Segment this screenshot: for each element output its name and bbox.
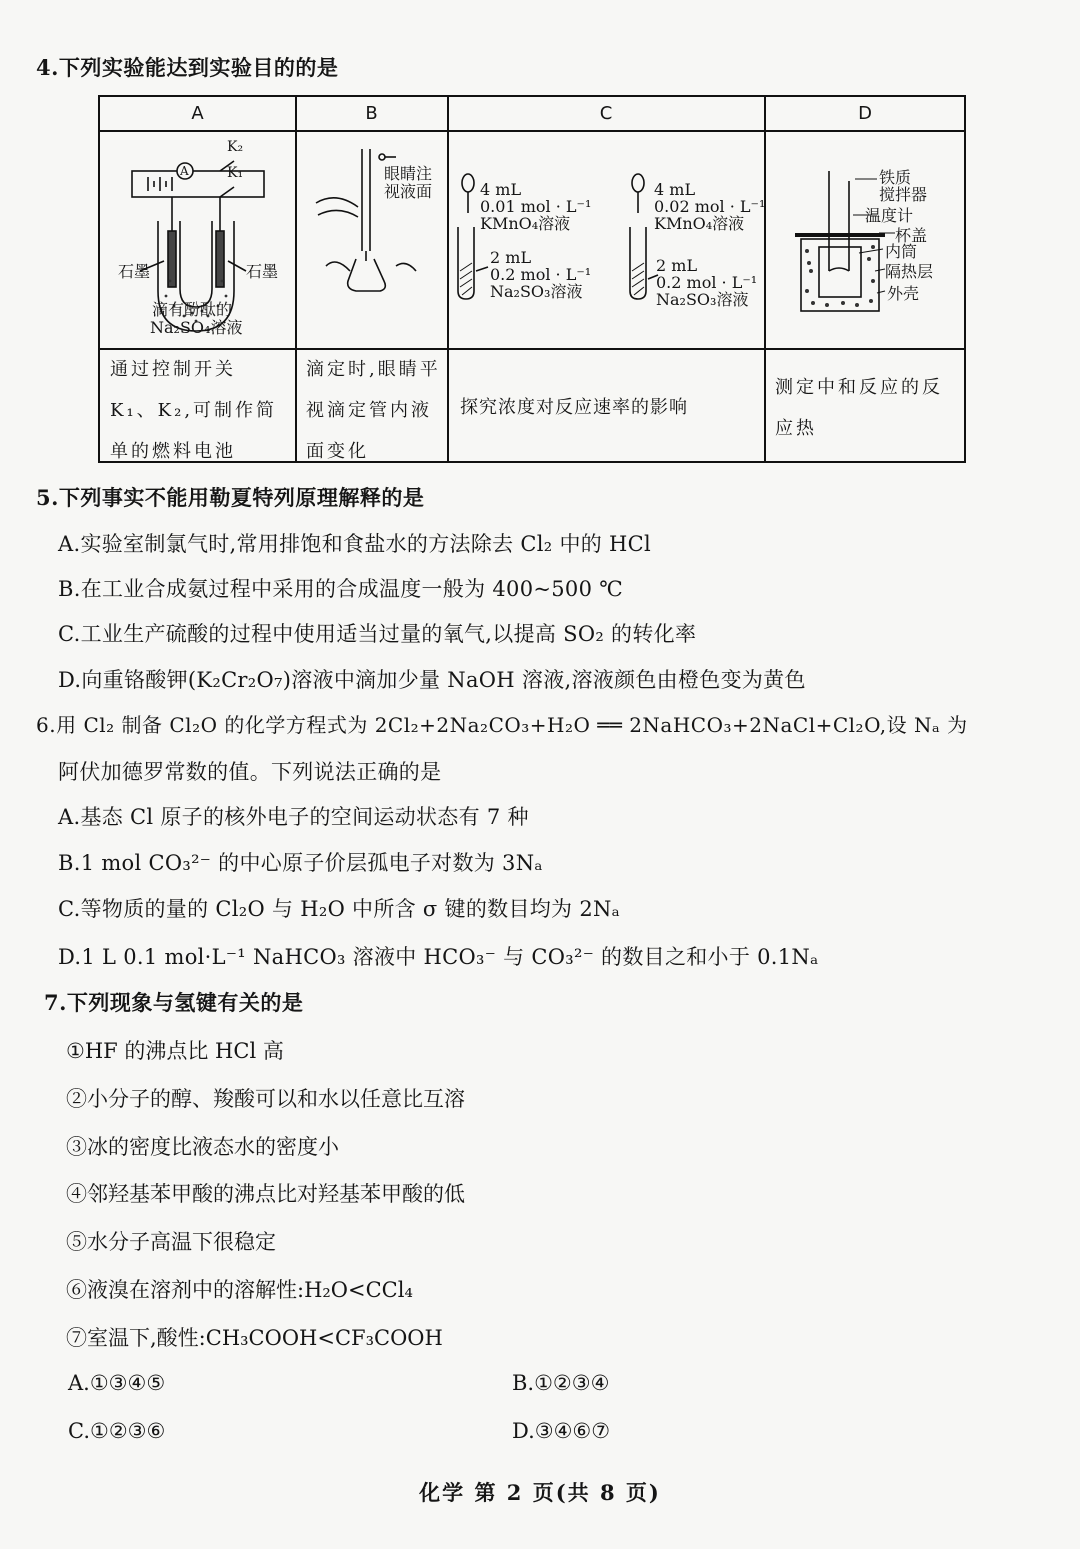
question-7-item-1: ①HF 的沸点比 HCl 高: [66, 1039, 284, 1063]
figure-d-calorimeter: [765, 131, 965, 348]
solution-label-line2: Na₂SO₄溶液: [150, 318, 243, 337]
experiment-table: [98, 95, 966, 463]
left-tube-volume: 2 mL: [490, 248, 532, 267]
page-footer: 化学 第 2 页(共 8 页): [419, 1480, 661, 1505]
right-dropper-volume: 4 mL: [654, 180, 696, 199]
ammeter-label: A: [180, 164, 189, 178]
outer-shell-label: 外壳: [887, 284, 920, 303]
question-5-option-a: A.实验室制氯气时,常用排饱和食盐水的方法除去 Cl₂ 中的 HCl: [58, 532, 652, 556]
question-7-title: 7.下列现象与氢键有关的是: [44, 990, 304, 1015]
question-5-option-b: B.在工业合成氨过程中采用的合成温度一般为 400~500 ℃: [58, 577, 624, 601]
header-c: C: [599, 103, 613, 124]
figure-a-fuel-cell: [100, 131, 295, 348]
question-7-item-6: ⑥液溴在溶剂中的溶解性:H₂O<CCl₄: [66, 1278, 413, 1302]
right-tube-conc: 0.2 mol · L⁻¹: [656, 273, 758, 292]
question-7-item-5: ⑤水分子高温下很稳定: [66, 1230, 276, 1254]
question-7-item-3: ③冰的密度比液态水的密度小: [66, 1135, 339, 1159]
right-tube-reagent: Na₂SO₃溶液: [656, 290, 749, 309]
graphite-left-label: 石墨: [118, 262, 151, 281]
inner-cup-label: 内筒: [885, 242, 918, 261]
graphite-right-label: 石墨: [246, 262, 279, 281]
eye-label-line1: 眼睛注: [384, 164, 433, 183]
question-7-option-c: C.①②③⑥: [68, 1419, 166, 1443]
droppers-test-tubes-icon: [448, 131, 764, 348]
question-6-option-d: D.1 L 0.1 mol·L⁻¹ NaHCO₃ 溶液中 HCO₃⁻ 与 CO₃²⁻ 的数目之和小于 0.1Nₐ: [58, 945, 819, 969]
question-5-title: 5.下列事实不能用勒夏特列原理解释的是: [36, 485, 425, 510]
question-7-option-b: B.①②③④: [512, 1371, 610, 1395]
option-b-description: 滴定时,眼睛平视滴定管内液面变化: [306, 359, 441, 462]
question-7-item-2: ②小分子的醇、羧酸可以和水以任意比互溶: [66, 1087, 465, 1111]
option-d-description: 测定中和反应的反应热: [775, 377, 943, 439]
switch-k2-label: K₂: [227, 139, 244, 155]
header-d: D: [858, 103, 872, 124]
left-tube-conc: 0.2 mol · L⁻¹: [490, 265, 592, 284]
question-6-title: 6.用 Cl₂ 制备 Cl₂O 的化学方程式为 2Cl₂+2Na₂CO₃+H₂O ══ 2NaHCO₃+2NaCl+Cl₂O,设 Nₐ 为: [36, 713, 968, 737]
stirrer-label-line1: 铁质: [879, 168, 912, 187]
question-6-option-b: B.1 mol CO₃²⁻ 的中心原子价层孤电子对数为 3Nₐ: [58, 851, 543, 875]
question-6-option-a: A.基态 Cl 原子的核外电子的空间运动状态有 7 种: [58, 805, 529, 829]
switch-k1-label: K₁: [227, 165, 244, 181]
option-c-description: 探究浓度对反应速率的影响: [460, 397, 688, 418]
right-tube-volume: 2 mL: [656, 256, 698, 275]
insulation-label: 隔热层: [885, 262, 934, 281]
solution-label-line1: 滴有酚酞的: [152, 300, 233, 319]
question-6-option-c: C.等物质的量的 Cl₂O 与 H₂O 中所含 σ 键的数目均为 2Nₐ: [58, 897, 621, 921]
calorimeter-icon: [765, 131, 965, 348]
right-dropper-reagent: KMnO₄溶液: [654, 214, 745, 233]
header-b: B: [365, 103, 378, 124]
question-5-option-d: D.向重铬酸钾(K₂Cr₂O₇)溶液中滴加少量 NaOH 溶液,溶液颜色由橙色变为黄色: [58, 668, 806, 692]
question-7-item-7: ⑦室温下,酸性:CH₃COOH<CF₃COOH: [66, 1326, 443, 1350]
figure-c-test-tubes: [448, 131, 764, 348]
stirrer-label-line2: 搅拌器: [879, 185, 928, 204]
question-7-item-4: ④邻羟基苯甲酸的沸点比对羟基苯甲酸的低: [66, 1182, 465, 1206]
left-dropper-conc: 0.01 mol · L⁻¹: [480, 197, 592, 216]
option-a-description: 通过控制开关 K₁、K₂,可制作简单的燃料电池: [110, 359, 278, 462]
thermometer-label: 温度计: [865, 206, 914, 225]
question-4-title: 4.下列实验能达到实验目的的是: [36, 55, 339, 80]
question-6-title-continued: 阿伏加德罗常数的值。下列说法正确的是: [58, 760, 442, 784]
question-7-option-d: D.③④⑥⑦: [512, 1419, 611, 1443]
question-7-option-a: A.①③④⑤: [68, 1371, 166, 1395]
left-dropper-volume: 4 mL: [480, 180, 522, 199]
right-dropper-conc: 0.02 mol · L⁻¹: [654, 197, 766, 216]
figure-b-titration: [296, 131, 447, 348]
header-a: A: [191, 103, 204, 124]
lid-label: 杯盖: [895, 226, 928, 245]
left-tube-reagent: Na₂SO₃溶液: [490, 282, 583, 301]
question-5-option-c: C.工业生产硫酸的过程中使用适当过量的氧气,以提高 SO₂ 的转化率: [58, 622, 697, 646]
eye-label-line2: 视液面: [384, 182, 433, 201]
left-dropper-reagent: KMnO₄溶液: [480, 214, 571, 233]
